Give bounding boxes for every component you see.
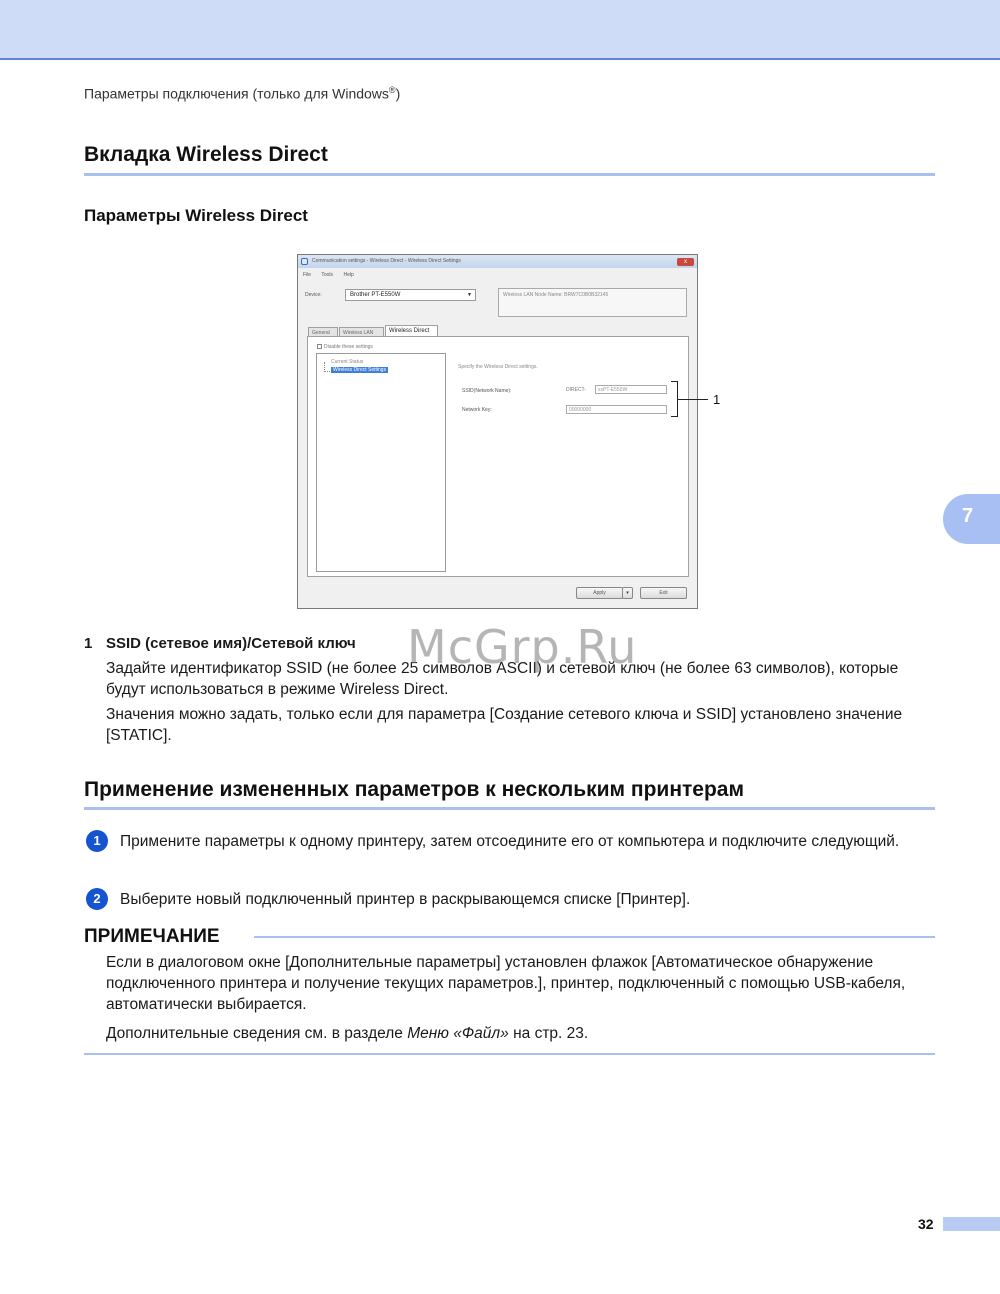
ssid-input[interactable]: xxPT-E550W (595, 385, 667, 394)
file-menu-link[interactable]: Меню «Файл» (407, 1025, 509, 1042)
settings-tree (316, 353, 446, 572)
app-icon (301, 258, 308, 265)
note-paragraph-1: Если в диалоговом окне [Дополнительные параметры] установлен флажок [Автоматическое обнаружение подключенного принтера и получение текущих параметров.], принтер, подключенный с помощью USB-кабеля, автоматически выбирается. (106, 954, 906, 1013)
page-number: 32 (918, 1216, 934, 1232)
ssid-label: SSID(Network Name): (462, 388, 512, 394)
device-label: Device: (305, 292, 322, 298)
note-text-suffix: на стр. 23. (508, 1025, 589, 1042)
ssid-prefix: DIRECT- (566, 387, 586, 393)
chevron-down-icon: ▼ (467, 292, 472, 298)
tree-connector (324, 362, 330, 372)
page-number-bar (943, 1217, 1000, 1231)
checkbox-label: Disable these settings (324, 344, 373, 350)
apply-dropdown-button[interactable]: ▾ (622, 587, 633, 599)
menu-file[interactable]: File (303, 272, 312, 278)
dialog-title: Communication settings - Wireless Direct - Wireless Direct Settings (312, 258, 461, 264)
menu-help[interactable]: Help (343, 272, 354, 278)
dialog-titlebar (298, 255, 697, 268)
menu-tools[interactable]: Tools (321, 272, 334, 278)
close-icon[interactable]: x (677, 258, 694, 266)
spec-text: Specify the Wireless Direct settings. (458, 364, 538, 370)
chapter-tab: 7 (943, 494, 1000, 544)
tab-panel (307, 336, 689, 577)
item-description-1: Задайте идентификатор SSID (не более 25 символов ASCII) и сетевой ключ (не более 63 символов), которые будут использоваться в режиме Wireless Direct. (106, 660, 899, 698)
network-key-input[interactable]: 00000000 (566, 405, 667, 414)
tree-item-current-status[interactable]: Current Status (331, 359, 364, 365)
running-header: Параметры подключения (только для Windows®) (84, 85, 401, 102)
disable-settings-checkbox[interactable] (317, 344, 373, 350)
note-text-prefix: Дополнительные сведения см. в разделе (106, 1025, 408, 1042)
item-title-ssid: SSID (сетевое имя)/Сетевой ключ (106, 635, 356, 652)
header-band (0, 0, 1000, 60)
callout-number: 1 (713, 392, 721, 407)
settings-dialog-screenshot (297, 254, 698, 609)
tab-general[interactable]: General (308, 327, 338, 338)
network-key-label: Network Key: (462, 407, 492, 413)
callout-bracket (671, 381, 678, 417)
section-title-wireless-direct-tab: Вкладка Wireless Direct (84, 143, 328, 166)
section-rule (84, 173, 935, 176)
device-select-value: Brother PT-E550W (350, 292, 401, 298)
checkbox-box[interactable] (317, 344, 322, 349)
exit-button[interactable]: Exit (640, 587, 687, 599)
subsection-title-wireless-direct-settings: Параметры Wireless Direct (84, 206, 308, 225)
dialog-menubar (303, 272, 363, 278)
note-paragraph-2 (106, 1023, 941, 1044)
tree-item-wireless-direct-settings[interactable]: Wireless Direct Settings (333, 367, 387, 373)
section-rule-2 (84, 807, 935, 810)
watermark: McGrp.Ru (407, 620, 638, 674)
item-description-2: Значения можно задать, только если для параметра [Создание сетевого ключа и SSID] установлено значение [STATIC]. (106, 706, 903, 744)
note-end-rule (84, 1053, 935, 1055)
item-number: 1 (84, 635, 93, 652)
note-title: ПРИМЕЧАНИЕ (84, 926, 220, 947)
callout-line (678, 399, 708, 400)
step-bullet-2: 2 (86, 888, 108, 910)
section-title-apply-settings: Применение измененных параметров к нескольким принтерам (84, 778, 745, 801)
step-text-2: Выберите новый подключенный принтер в раскрывающемся списке [Принтер]. (120, 891, 691, 908)
device-select[interactable] (345, 289, 476, 301)
node-name-info: Wireless LAN Node Name: BRW7C0B0B32145 (498, 288, 687, 317)
step-bullet-1: 1 (86, 830, 108, 852)
tab-wireless-lan[interactable]: Wireless LAN (339, 327, 384, 338)
note-rule (254, 936, 935, 938)
tab-wireless-direct[interactable]: Wireless Direct (385, 325, 438, 338)
step-text-1: Примените параметры к одному принтеру, затем отсоедините его от компьютера и подключите следующий. (120, 833, 900, 850)
apply-button[interactable]: Apply (576, 587, 623, 599)
